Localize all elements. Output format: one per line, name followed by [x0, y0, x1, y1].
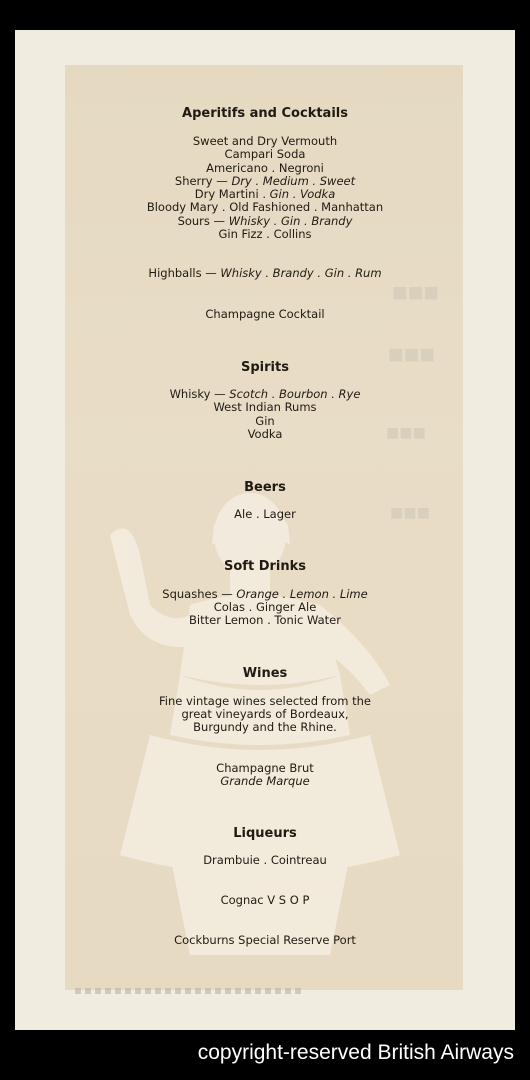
menu-item: Bloody Mary . Old Fashioned . Manhattan — [146, 200, 384, 214]
item-label: Sours — — [177, 214, 229, 228]
show-through-text: ■■■ — [386, 420, 426, 445]
item-variants: Whisky . Gin . Brandy — [228, 214, 353, 228]
menu-item — [80, 387, 450, 401]
menu-item: Champagne Brut — [216, 761, 314, 775]
section-heading-soft-drinks: Soft Drinks — [224, 559, 306, 574]
menu-item: Fine vintage wines selected from the — [159, 694, 371, 708]
menu-item: Vodka — [247, 427, 283, 441]
menu-item: Sweet and Dry Vermouth — [192, 134, 338, 148]
section-heading-beers: Beers — [244, 480, 286, 495]
menu-item — [80, 214, 450, 228]
item-label: Whisky — — [169, 387, 230, 401]
item-label: Highballs — — [148, 266, 221, 280]
menu-item: Gin Fizz . Collins — [218, 227, 312, 241]
item-variants: Scotch . Bourbon . Rye — [229, 387, 361, 401]
menu-item — [80, 187, 450, 201]
menu-item: Gin — [255, 414, 275, 428]
section-heading-liqueurs: Liqueurs — [233, 826, 297, 841]
menu-item: Campari Soda — [224, 147, 306, 161]
menu-item: great vineyards of Bordeaux, — [181, 707, 349, 721]
menu-item — [80, 266, 450, 280]
item-label: Dry Martini . — [194, 187, 270, 201]
show-through-text: ■■■ — [392, 278, 440, 307]
menu-item — [80, 174, 450, 188]
menu-item: Drambuie . Cointreau — [203, 853, 327, 867]
show-through-text: ■■■ — [388, 340, 436, 369]
section-heading-aperitifs: Aperitifs and Cocktails — [182, 106, 348, 121]
printer-mark — [75, 988, 305, 994]
menu-item: Grande Marque — [220, 774, 310, 788]
menu-item: Champagne Cocktail — [205, 307, 325, 321]
item-label: Squashes — — [162, 587, 237, 601]
menu-item: Ale . Lager — [234, 507, 296, 521]
menu-item: Cockburns Special Reserve Port — [174, 933, 356, 947]
item-variants: Gin . Vodka — [269, 187, 336, 201]
menu-item — [80, 587, 450, 601]
item-label: Sherry — — [174, 174, 232, 188]
menu-item: Burgundy and the Rhine. — [193, 720, 337, 734]
section-heading-spirits: Spirits — [241, 360, 289, 375]
menu-item: Bitter Lemon . Tonic Water — [189, 613, 341, 627]
item-variants: Orange . Lemon . Lime — [236, 587, 368, 601]
menu-item: Colas . Ginger Ale — [213, 600, 317, 614]
menu-item: West Indian Rums — [213, 400, 317, 414]
item-variants: Whisky . Brandy . Gin . Rum — [220, 266, 382, 280]
copyright-notice: copyright-reserved British Airways — [197, 1041, 514, 1064]
item-variants: Dry . Medium . Sweet — [231, 174, 356, 188]
menu-item: Americano . Negroni — [206, 161, 324, 175]
show-through-text: ■■■ — [390, 500, 430, 525]
menu-item: Cognac V S O P — [220, 893, 310, 907]
section-heading-wines: Wines — [242, 666, 288, 681]
